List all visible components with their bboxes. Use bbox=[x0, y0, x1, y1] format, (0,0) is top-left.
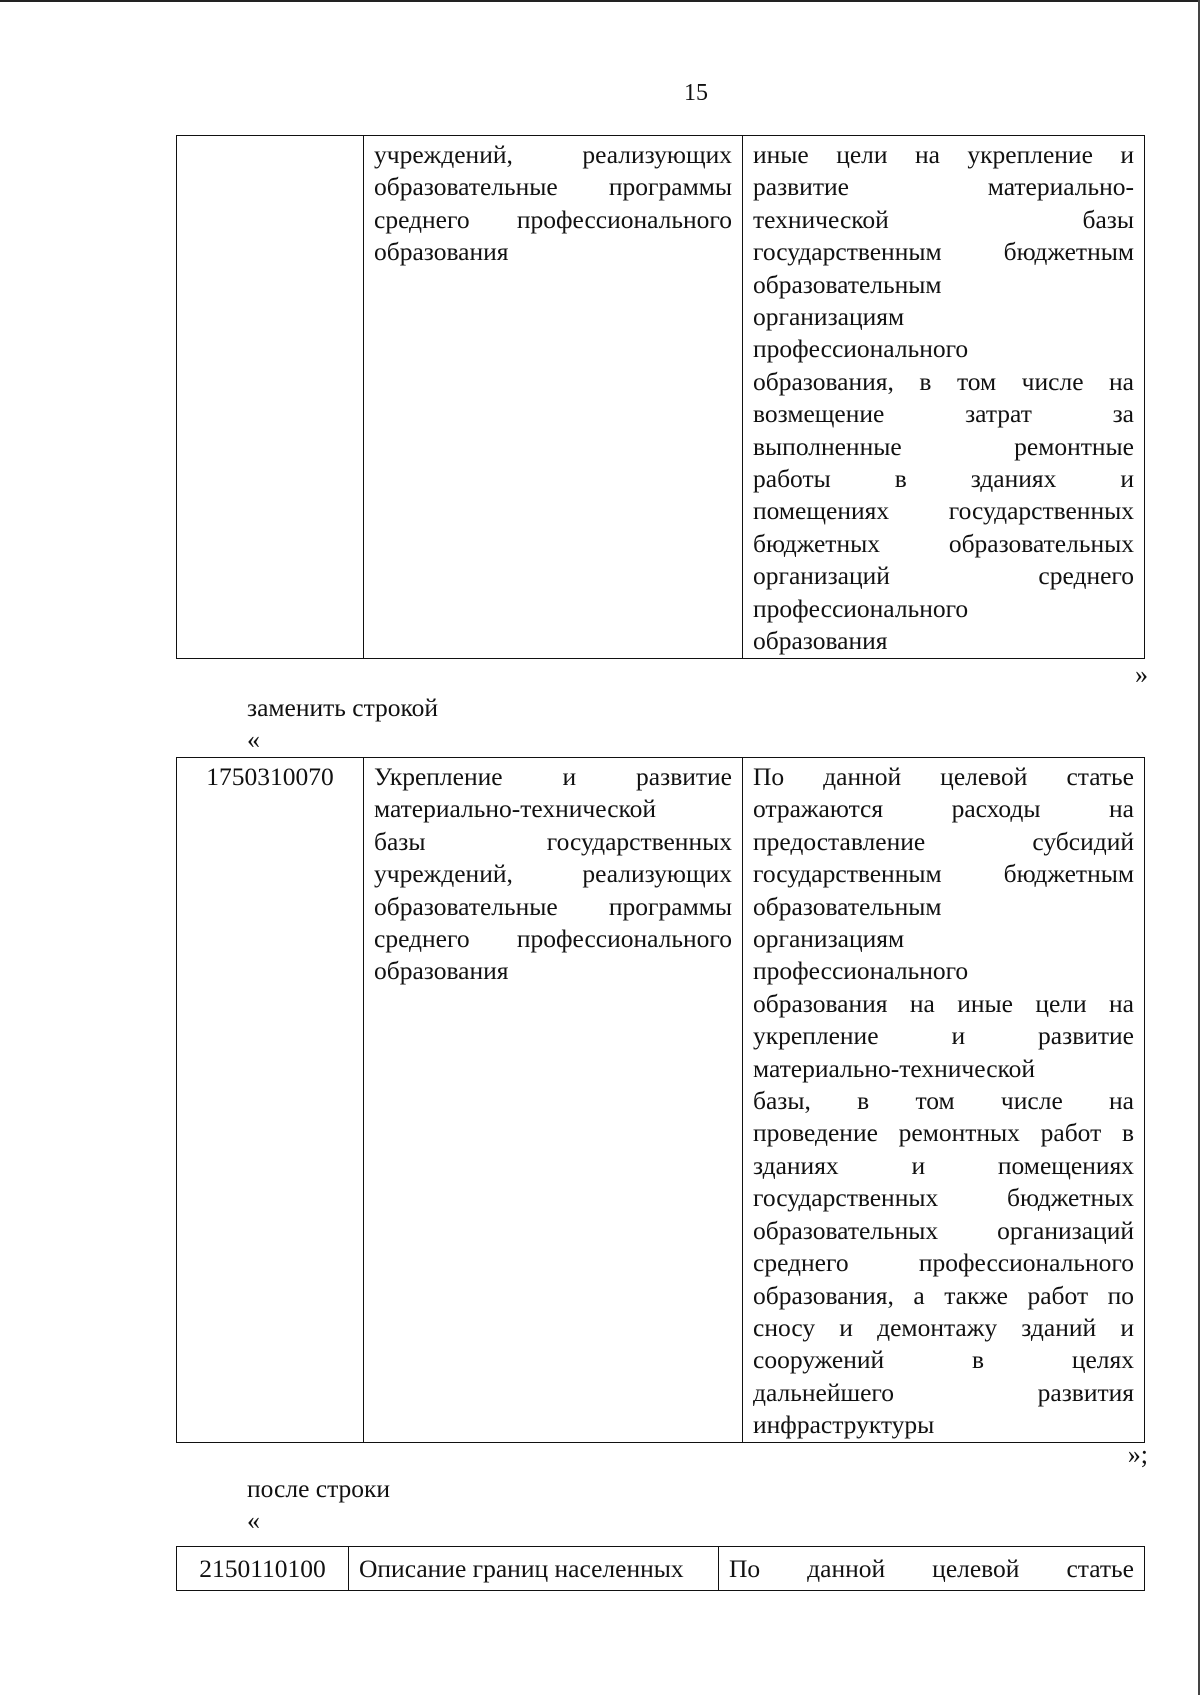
cell-line: помещениях государственных bbox=[753, 496, 1134, 526]
cell-line: дальнейшего развития bbox=[753, 1377, 1134, 1407]
cell-line: развитие материально- bbox=[753, 172, 1134, 202]
cell-line: материально-технической bbox=[374, 794, 657, 824]
cell-line: учреждений, реализующих bbox=[374, 140, 732, 169]
cell-line: образовательных организаций bbox=[753, 1215, 1134, 1245]
cell-line: инфраструктуры bbox=[753, 1410, 935, 1440]
cell-line: технической базы bbox=[753, 204, 1134, 234]
cell-line: образовательные программы bbox=[374, 891, 732, 921]
code-cell: 2150110100 bbox=[177, 1547, 349, 1591]
cell-line: учреждений, реализующих bbox=[374, 859, 732, 889]
cell-line: образования, а также работ по bbox=[753, 1280, 1134, 1310]
name-cell bbox=[364, 136, 743, 659]
cell-line: образования bbox=[753, 626, 888, 656]
cell-line: базы, в том числе на bbox=[753, 1086, 1134, 1116]
cell-line: среднего профессионального bbox=[374, 204, 732, 234]
cell-line: По данной целевой статье bbox=[753, 762, 1134, 791]
cell-line: укрепление и развитие bbox=[753, 1021, 1134, 1051]
opening-quote: « bbox=[247, 725, 260, 754]
table-row bbox=[177, 758, 1145, 1443]
cell-line: профессионального bbox=[753, 334, 969, 364]
after-row-text: после строки bbox=[247, 1474, 391, 1503]
cell-line: государственных бюджетных bbox=[753, 1183, 1134, 1213]
cell-line: сооружений в целях bbox=[753, 1345, 1134, 1375]
cell-line: государственным бюджетным bbox=[753, 859, 1134, 889]
replace-with-text: заменить строкой bbox=[247, 693, 439, 722]
opening-quote: « bbox=[247, 1506, 260, 1535]
cell-line: образования bbox=[374, 956, 509, 986]
cell-line: образования bbox=[374, 237, 509, 267]
table-row bbox=[177, 1547, 1145, 1591]
cell-line: бюджетных образовательных bbox=[753, 528, 1134, 558]
description-cell bbox=[719, 1547, 1145, 1591]
cell-line: работы в зданиях и bbox=[753, 464, 1134, 494]
closing-quote: »; bbox=[1127, 1440, 1148, 1469]
cell-line: иные цели на укрепление и bbox=[753, 140, 1134, 169]
description-cell bbox=[743, 136, 1145, 659]
cell-line: среднего профессионального bbox=[753, 1248, 1134, 1278]
cell-line: образования, в том числе на bbox=[753, 366, 1134, 396]
cell-line: организациям bbox=[753, 924, 905, 954]
cell-line: профессионального bbox=[753, 956, 969, 986]
table-reference bbox=[176, 1546, 1145, 1591]
cell-line: образовательным bbox=[753, 269, 942, 299]
name-cell bbox=[364, 758, 743, 1443]
cell-line: профессионального bbox=[753, 593, 969, 623]
description-cell bbox=[743, 758, 1145, 1443]
cell-line: возмещение затрат за bbox=[753, 399, 1134, 429]
cell-line: отражаются расходы на bbox=[753, 794, 1134, 824]
code-cell: 1750310070 bbox=[177, 758, 364, 1443]
table-continuation bbox=[176, 135, 1145, 659]
cell-line: выполненные ремонтные bbox=[753, 431, 1134, 461]
closing-quote: » bbox=[1135, 660, 1148, 689]
page-number: 15 bbox=[684, 80, 708, 106]
cell-line: материально-технической bbox=[753, 1053, 1036, 1083]
table-row bbox=[177, 136, 1145, 659]
code-cell bbox=[177, 136, 364, 659]
cell-line: образовательные программы bbox=[374, 172, 732, 202]
cell-line: образовательным bbox=[753, 891, 942, 921]
cell-line: сносу и демонтажу зданий и bbox=[753, 1312, 1134, 1342]
cell-line: среднего профессионального bbox=[374, 924, 732, 954]
cell-line: организациям bbox=[753, 302, 905, 332]
cell-line: предоставление субсидий bbox=[753, 826, 1134, 856]
cell-line: Укрепление и развитие bbox=[374, 762, 732, 791]
cell-line: базы государственных bbox=[374, 826, 732, 856]
cell-line: государственным бюджетным bbox=[753, 237, 1134, 267]
cell-line: зданиях и помещениях bbox=[753, 1150, 1134, 1180]
name-cell: Описание границ населенных bbox=[349, 1547, 719, 1591]
page-top-edge bbox=[0, 0, 1200, 2]
description-line: По данной целевой статье bbox=[729, 1554, 1134, 1583]
cell-line: образования на иные цели на bbox=[753, 988, 1134, 1018]
cell-line: организаций среднего bbox=[753, 561, 1134, 591]
cell-line: проведение ремонтных работ в bbox=[753, 1118, 1134, 1148]
table-replacement bbox=[176, 757, 1145, 1443]
